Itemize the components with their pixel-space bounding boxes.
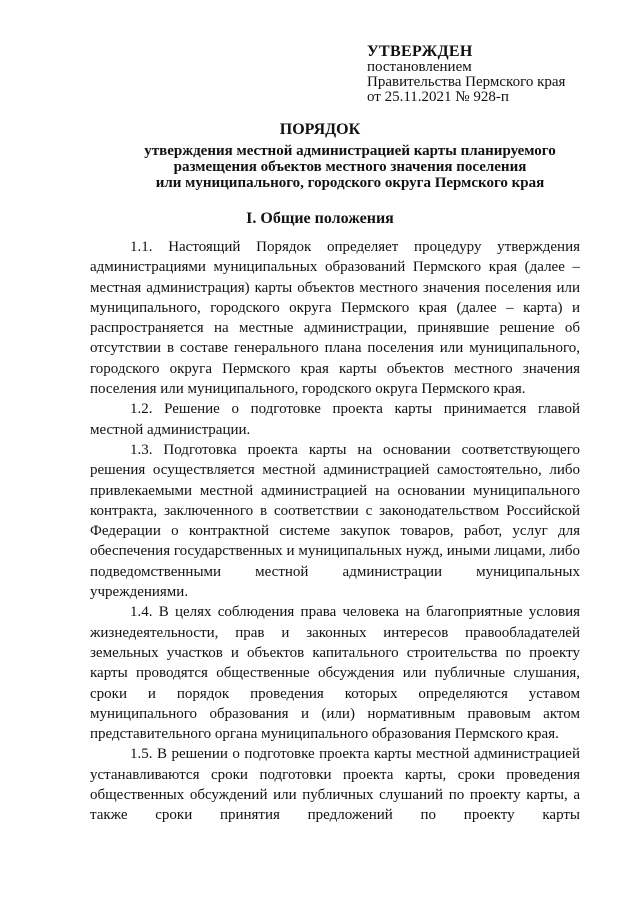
approval-title: УТВЕРЖДЕН xyxy=(367,43,473,60)
paragraph xyxy=(90,602,580,744)
document-title: ПОРЯДОК xyxy=(279,121,361,138)
paragraph xyxy=(90,237,580,399)
paragraph-text: 1.2. Решение о подготовке проекта карты принимается главой местной администрации. xyxy=(90,401,580,438)
approval-line: от 25.11.2021 № 928-п xyxy=(367,89,509,105)
paragraph-text: 1.5. В решении о подготовке проекта карты местной администрацией устанавливаются сроки подготовки проекта карты, сроки проведения общественных обсуждений или публичных слушаний по проекту карты, а также сроки принятия предложений по проекту карты xyxy=(90,746,580,824)
approval-line: Правительства Пермского края xyxy=(367,74,566,90)
paragraph xyxy=(90,399,580,440)
subtitle-line: размещения объектов местного значения поселения xyxy=(173,159,527,175)
subtitle-line: или муниципального, городского округа Пермского края xyxy=(155,175,545,191)
paragraph-text: 1.3. Подготовка проекта карты на основании соответствующего решения осуществляется местной администрацией самостоятельно, либо привлекаемыми местной администрацией на основании муниципального контракта, заключенного в соответствии с законодательством Российской Федерации о контрактной системе закупок товаров, работ, услуг для обеспечения государственных и муниципальных нужд, иными лицами, либо подведомственными местной администрации муниципальных учреждениями. xyxy=(90,441,581,601)
paragraph-text: 1.4. В целях соблюдения права человека на благоприятные условия жизнедеятельности, прав и законных интересов правообладателей земельных участков и объектов капитального строительства по проекту карты проводятся общественные обсуждения или публичные слушания, сроки и порядок проведения которых определяются уставом муниципального образования и (или) нормативным правовым актом представительного органа муниципального образования Пермского края. xyxy=(90,604,580,743)
paragraph xyxy=(90,744,580,825)
section-heading: I. Общие положения xyxy=(246,210,394,227)
approval-stamp xyxy=(367,43,565,105)
document-body xyxy=(90,237,580,826)
approval-line: постановлением xyxy=(367,59,472,75)
document-subtitle xyxy=(60,143,640,191)
paragraph xyxy=(90,440,580,602)
paragraph-text: 1.1. Настоящий Порядок определяет процедуру утверждения администрациями муниципальных образований Пермского края (далее – местная администрация) карты объектов местного значения поселения или муниципального, городского округа Пермского края (далее – карта) и распространяется на местные администрации, принявшие решение об отсутствии в составе генерального плана поселения или муниципального, городского округа Пермского края карты объектов местного значения поселения или муниципального, городского округа Пермского края. xyxy=(90,239,580,398)
subtitle-line: утверждения местной администрацией карты планируемого xyxy=(144,143,556,159)
